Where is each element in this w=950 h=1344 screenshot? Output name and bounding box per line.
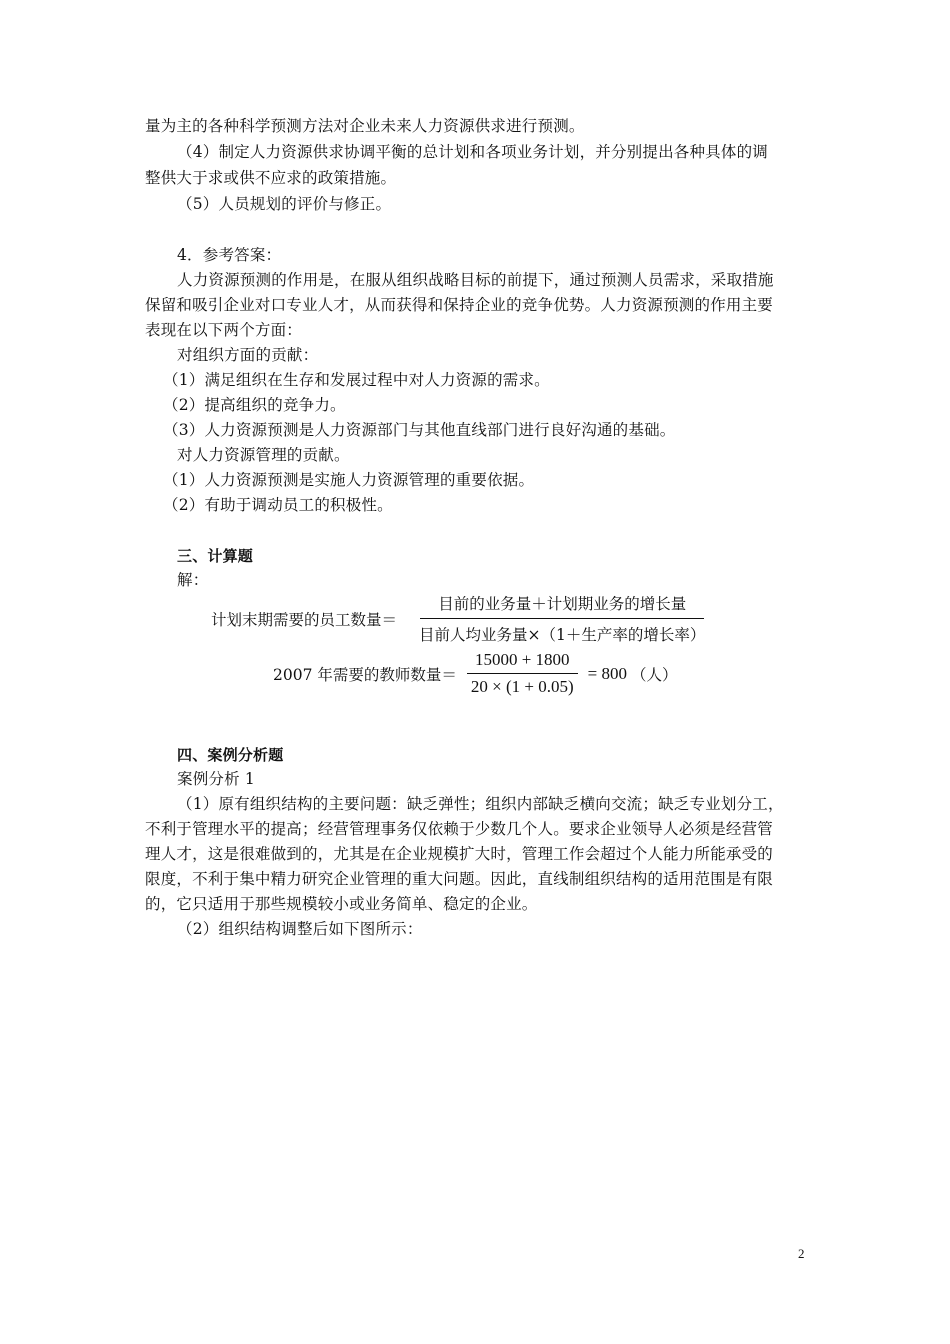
paragraph-line: 的，它只适用于那些规模较小或业务简单、稳定的企业。 xyxy=(145,895,538,913)
list-item: （2）提高组织的竞争力。 xyxy=(163,396,346,414)
list-item-4: （4）制定人力资源供求协调平衡的总计划和各项业务计划，并分别提出各种具体的调 xyxy=(177,143,768,161)
paragraph-line: 理人才，这是很难做到的，尤其是在企业规模扩大时，管理工作会超过个人能力所能承受的 xyxy=(145,845,774,863)
paragraph-line: 整供大于求或供不应求的政策措施。 xyxy=(145,169,397,187)
formula-fraction xyxy=(463,650,582,697)
list-item: （3）人力资源预测是人力资源部门与其他直线部门进行良好沟通的基础。 xyxy=(163,421,676,439)
formula-denominator: 20 × (1 + 0.05) xyxy=(470,677,574,696)
subheading-hr-contribution: 对人力资源管理的贡献。 xyxy=(177,446,350,464)
paragraph-line: 不利于管理水平的提高；经营管理事务仅依赖于少数几个人。要求企业领导人必须是经营管 xyxy=(145,820,774,838)
formula-label: 2007 年需要的教师数量＝ xyxy=(273,665,457,684)
paragraph-line: （2）组织结构调整后如下图所示： xyxy=(177,920,423,938)
case-title: 案例分析 1 xyxy=(177,770,255,788)
paragraph-line: 限度，不利于集中精力研究企业管理的重大问题。因此，直线制组织结构的适用范围是有限 xyxy=(145,870,774,888)
section-heading-case-analysis: 四、案例分析题 xyxy=(177,746,284,764)
formula-denominator: 目前人均业务量×（1＋生产率的增长率） xyxy=(419,626,706,644)
formula-result: = 800 xyxy=(587,663,627,683)
list-item: （1）人力资源预测是实施人力资源管理的重要依据。 xyxy=(163,471,535,489)
formula-numerator: 15000 + 1800 xyxy=(467,650,578,674)
paragraph-line: 量为主的各种科学预测方法对企业未来人力资源供求进行预测。 xyxy=(145,117,585,135)
formula-unit: （人） xyxy=(630,665,678,684)
formula-calculation xyxy=(273,650,677,697)
paragraph-line: 保留和吸引企业对口专业人才，从而获得和保持企业的竞争优势。人力资源预测的作用主要 xyxy=(145,296,774,314)
section-heading-4: 4．参考答案： xyxy=(177,246,282,264)
section-heading-calculation: 三、计算题 xyxy=(177,547,254,565)
paragraph-line: （1）原有组织结构的主要问题：缺乏弹性；组织内部缺乏横向交流；缺乏专业划分工， xyxy=(177,795,784,813)
list-item: （2）有助于调动员工的积极性。 xyxy=(163,496,393,514)
formula-numerator: 目前的业务量＋计划期业务的增长量 xyxy=(420,592,704,619)
page-number: 2 xyxy=(798,1246,805,1261)
list-item-5: （5）人员规划的评价与修正。 xyxy=(177,195,392,213)
formula-label: 计划末期需要的员工数量＝ xyxy=(211,610,398,629)
list-item: （1）满足组织在生存和发展过程中对人力资源的需求。 xyxy=(163,371,550,389)
subheading-org-contribution: 对组织方面的贡献： xyxy=(177,346,319,364)
formula-fraction xyxy=(411,592,713,645)
paragraph-line: 表现在以下两个方面： xyxy=(145,321,303,339)
paragraph-line: 人力资源预测的作用是，在服从组织战略目标的前提下，通过预测人员需求，采取措施 xyxy=(177,271,774,289)
formula-general xyxy=(211,592,719,645)
solution-label: 解： xyxy=(177,571,209,589)
